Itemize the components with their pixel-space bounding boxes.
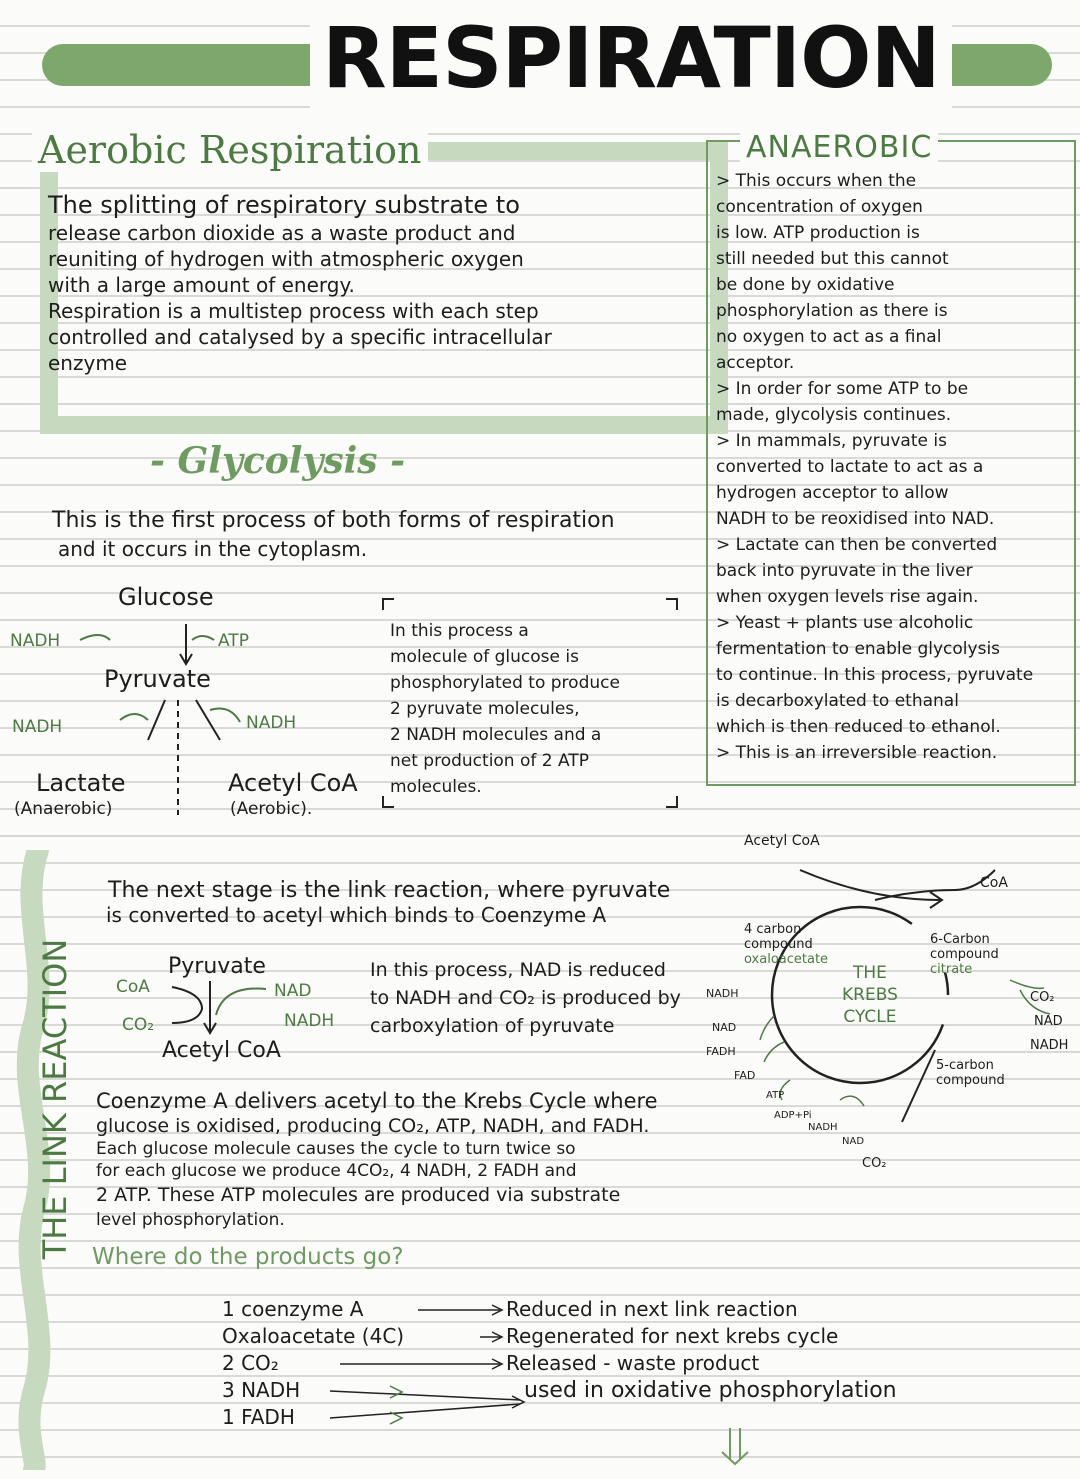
krebs-fad: FAD	[734, 1069, 756, 1082]
nadh-label: NADH	[12, 717, 63, 737]
aerobic-line: enzyme	[48, 351, 128, 375]
anaerobic-line: hydrogen acceptor to allow	[716, 483, 949, 503]
bracket-corner	[666, 598, 678, 610]
krebs-co2: CO₂	[1030, 990, 1055, 1005]
anaerobic-line: back into pyruvate in the liver	[716, 561, 973, 581]
aerobic-heading: Aerobic Respiration	[32, 128, 428, 172]
link-intro: is converted to acetyl which binds to Coenzyme A	[106, 903, 607, 927]
krebs-acetyl-coa: Acetyl CoA	[744, 833, 820, 849]
link-nad: NAD	[274, 981, 312, 1001]
link-pyruvate: Pyruvate	[168, 954, 266, 979]
krebs-nadh-left: NADH	[706, 987, 739, 1000]
krebs-4c-line: 4 carbon	[744, 922, 802, 937]
para-line: glucose is oxidised, producing CO₂, ATP, NADH, and FADH.	[96, 1115, 650, 1137]
anaerobic-line: concentration of oxygen	[716, 197, 923, 217]
product-fate: used in oxidative phosphorylation	[524, 1378, 897, 1403]
krebs-6c-line: 6-Carbon	[930, 932, 990, 947]
glycolysis-heading: - Glycolysis -	[150, 440, 406, 482]
product-fate: Released - waste product	[506, 1351, 760, 1375]
note-line: In this process a	[390, 621, 529, 641]
anaerobic-line: > Yeast + plants use alcoholic	[716, 613, 974, 633]
atp-label: ATP	[218, 631, 249, 651]
down-arrow-icon	[716, 1426, 756, 1466]
anaerobic-line: fermentation to enable glycolysis	[716, 639, 1001, 659]
anaerobic-line: > In mammals, pyruvate is	[716, 431, 947, 451]
product-item: 1 FADH	[222, 1405, 295, 1429]
link-process-note	[370, 956, 681, 1040]
anaerobic-line: when oxygen levels rise again.	[716, 587, 979, 607]
link-co2: CO₂	[122, 1015, 155, 1035]
krebs-5c-label	[936, 1058, 1005, 1088]
aerobic-line: controlled and catalysed by a specific intracellular	[48, 325, 552, 349]
krebs-coa: CoA	[980, 875, 1008, 891]
anaerobic-line: > This occurs when the	[716, 171, 917, 191]
krebs-4c-line: oxaloacetate	[744, 952, 829, 967]
krebs-adp: ADP+Pi	[774, 1110, 812, 1121]
aerobic-line: The splitting of respiratory substrate to	[48, 191, 520, 219]
product-item: 1 coenzyme A	[222, 1297, 364, 1321]
anaerobic-line: acceptor.	[716, 353, 795, 373]
product-fate: Reduced in next link reaction	[506, 1297, 798, 1321]
anaerobic-line: > Lactate can then be converted	[716, 535, 998, 555]
note-line: 2 pyruvate molecules,	[390, 699, 580, 719]
para-line: Each glucose molecule causes the cycle to turn twice so	[96, 1139, 576, 1159]
anaerobic-tag: (Anaerobic)	[14, 799, 113, 819]
anaerobic-line: no oxygen to act as a final	[716, 327, 942, 347]
krebs-6c-label	[930, 932, 999, 977]
anaerobic-line: > In order for some ATP to be	[716, 379, 969, 399]
process-line: carboxylation of pyruvate	[370, 1015, 615, 1037]
link-arrows	[150, 975, 300, 1045]
aerobic-line: Respiration is a multistep process with each step	[48, 299, 539, 323]
anaerobic-line: is low. ATP production is	[716, 223, 920, 243]
acetyl-coa-label: Acetyl CoA	[228, 769, 358, 797]
page-title: RESPIRATION	[310, 8, 952, 108]
bracket-corner	[666, 796, 678, 808]
aerobic-line: with a large amount of energy.	[48, 273, 355, 297]
note-line: net production of 2 ATP	[390, 751, 589, 771]
anaerobic-line: phosphorylation as there is	[716, 301, 948, 321]
anaerobic-line: NADH to be reoxidised into NAD.	[716, 509, 995, 529]
bracket-corner	[382, 598, 394, 610]
process-line: to NADH and CO₂ is produced by	[370, 987, 681, 1009]
krebs-6c-line: citrate	[930, 962, 973, 977]
note-line: phosphorylated to produce	[390, 673, 620, 693]
aerobic-line: reuniting of hydrogen with atmospheric oxygen	[48, 247, 524, 271]
anaerobic-line: still needed but this cannot	[716, 249, 949, 269]
anaerobic-notes	[716, 168, 1033, 766]
krebs-cycle-name	[842, 962, 898, 1028]
anaerobic-line: to continue. In this process, pyruvate	[716, 665, 1034, 685]
nadh-label: NADH	[246, 713, 297, 733]
para-line: 2 ATP. These ATP molecules are produced via substrate	[96, 1184, 621, 1206]
para-line: Coenzyme A delivers acetyl to the Krebs Cycle where	[96, 1089, 658, 1113]
anaerobic-line: > This is an irreversible reaction.	[716, 743, 998, 763]
product-fate: Regenerated for next krebs cycle	[506, 1324, 839, 1348]
pyruvate-label: Pyruvate	[104, 665, 211, 693]
anaerobic-line: converted to lactate to act as a	[716, 457, 984, 477]
krebs-fadh: FADH	[706, 1045, 736, 1058]
krebs-paragraph	[96, 1088, 658, 1232]
krebs-name-line: KREBS	[842, 985, 898, 1005]
krebs-5c-line: 5-carbon	[936, 1058, 994, 1073]
aerobic-line: release carbon dioxide as a waste product and	[48, 221, 516, 245]
aerobic-definition	[48, 190, 552, 376]
krebs-4c-line: compound	[744, 937, 813, 952]
products-fates	[506, 1296, 897, 1404]
product-item: Oxaloacetate (4C)	[222, 1324, 405, 1348]
link-coa: CoA	[116, 977, 150, 997]
krebs-nad-bottom: NAD	[842, 1136, 865, 1147]
anaerobic-line: is decarboxylated to ethanal	[716, 691, 959, 711]
note-line: 2 NADH molecules and a	[390, 725, 602, 745]
process-line: In this process, NAD is reduced	[370, 959, 666, 981]
krebs-nadh-bottom: NADH	[808, 1122, 838, 1133]
link-intro: The next stage is the link reaction, where pyruvate	[108, 878, 671, 903]
note-line: molecule of glucose is	[390, 647, 579, 667]
link-reaction-label: THE LINK REACTION	[36, 938, 74, 1260]
glucose-label: Glucose	[118, 583, 214, 611]
para-line: for each glucose we produce 4CO₂, 4 NADH, 2 FADH and	[96, 1161, 577, 1181]
anaerobic-line: be done by oxidative	[716, 275, 895, 295]
krebs-4c-label	[744, 922, 828, 967]
krebs-co2-bottom: CO₂	[862, 1156, 887, 1171]
anaerobic-heading: ANAEROBIC	[740, 130, 938, 165]
krebs-nadh: NADH	[1030, 1038, 1069, 1053]
product-item: 2 CO₂	[222, 1351, 279, 1375]
link-nadh: NADH	[284, 1011, 335, 1031]
krebs-nad-left: NAD	[712, 1021, 737, 1034]
krebs-name-line: CYCLE	[843, 1007, 897, 1027]
para-line: level phosphorylation.	[96, 1210, 285, 1230]
glycolysis-intro: and it occurs in the cytoplasm.	[58, 537, 368, 561]
products-question: Where do the products go?	[92, 1244, 404, 1270]
anaerobic-line: made, glycolysis continues.	[716, 405, 952, 425]
link-acetyl-coa: Acetyl CoA	[162, 1038, 281, 1063]
krebs-5c-line: compound	[936, 1073, 1005, 1088]
glycolysis-intro: This is the first process of both forms of respiration	[52, 508, 615, 533]
krebs-name-line: THE	[852, 963, 887, 983]
glycolysis-arrows	[0, 600, 380, 830]
note-line: molecules.	[390, 777, 482, 797]
anaerobic-line: which is then reduced to ethanol.	[716, 717, 1001, 737]
krebs-6c-line: compound	[930, 947, 999, 962]
glycolysis-note	[390, 618, 620, 800]
nadh-label: NADH	[10, 631, 61, 651]
krebs-atp: ATP	[766, 1090, 785, 1101]
lactate-label: Lactate	[36, 769, 126, 797]
krebs-nad: NAD	[1034, 1014, 1063, 1029]
product-item: 3 NADH	[222, 1378, 301, 1402]
aerobic-tag: (Aerobic).	[230, 799, 313, 819]
